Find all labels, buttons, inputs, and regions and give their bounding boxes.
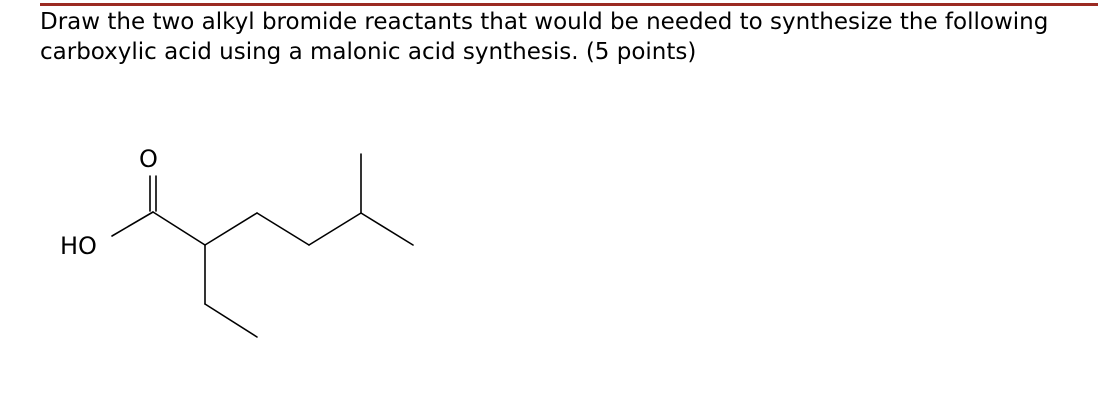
c1-c2-bond (153, 212, 205, 245)
c3-c4-bond (257, 213, 309, 245)
c2-c3-bond (205, 213, 257, 245)
hydroxyl-label: HO (60, 232, 97, 260)
c5-methyl-right-bond (361, 213, 413, 245)
carbonyl-oxygen-label: O (139, 145, 158, 173)
question-text: Draw the two alkyl bromide reactants that would be needed to synthesize the following carboxylic acid using a malonic acid synthesis. (5 points) (40, 9, 1049, 65)
c4-c5-bond (309, 213, 361, 245)
hydroxyl-bond (112, 212, 153, 236)
ethyl-ch3-bond (205, 304, 257, 337)
